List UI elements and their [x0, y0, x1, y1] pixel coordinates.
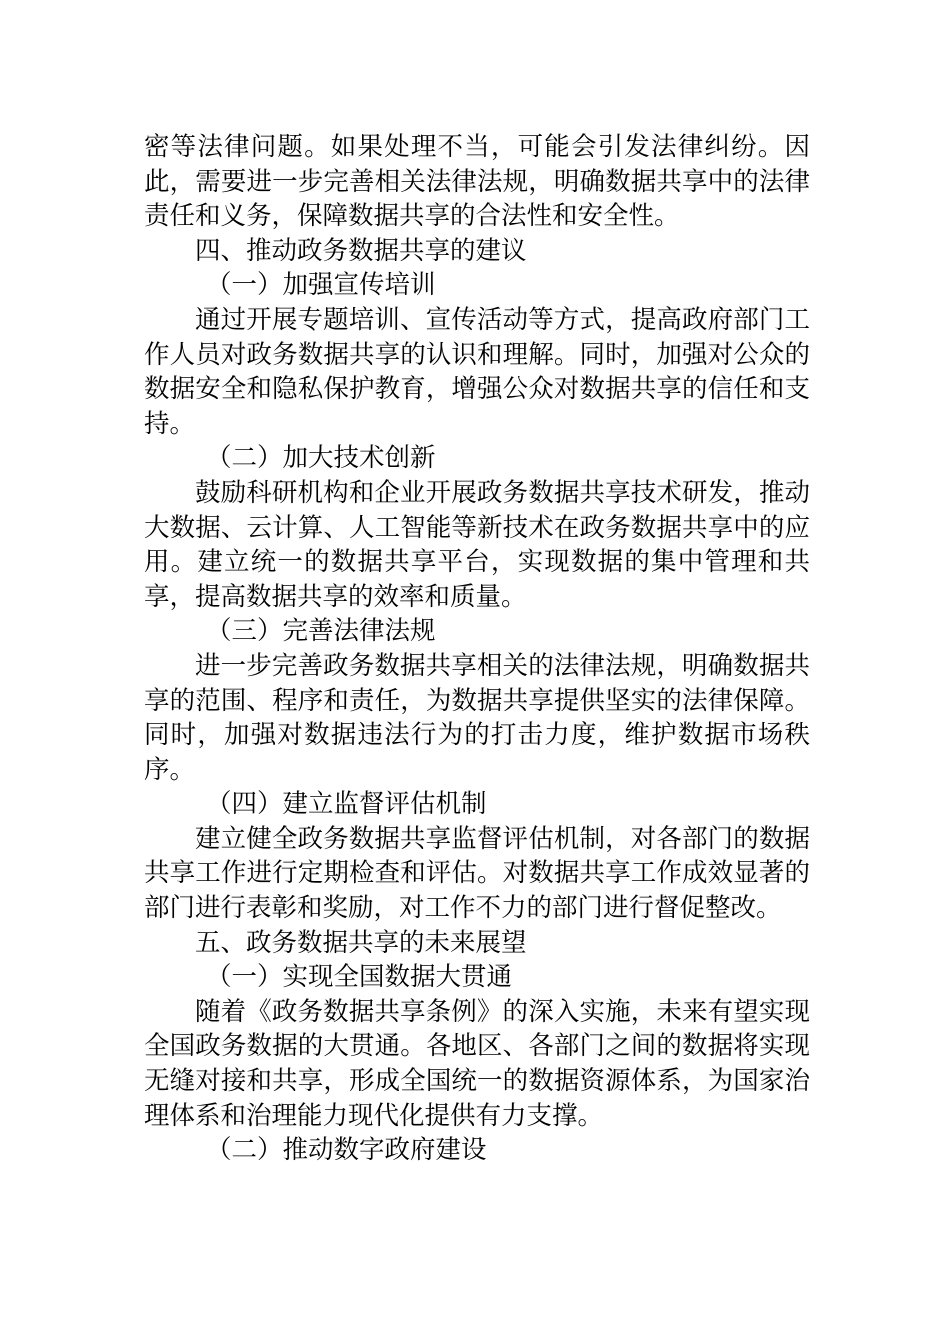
text-block: 进一步完善政务数据共享相关的法律法规，明确数据共享的范围、程序和责任，为数据共享提供坚实的法律保障。同时，加强对数据违法行为的打击力度，维护数据市场秩序。	[144, 650, 810, 785]
text-block: （二）加大技术创新	[206, 443, 436, 474]
text-block: 建立健全政务数据共享监督评估机制，对各部门的数据共享工作进行定期检查和评估。对数据共享工作成效显著的部门进行表彰和奖励，对工作不力的部门进行督促整改。	[144, 823, 810, 924]
text-block: 鼓励科研机构和企业开展政务数据共享技术研发，推动大数据、云计算、人工智能等新技术在政务数据共享中的应用。建立统一的数据共享平台，实现数据的集中管理和共享，提高数据共享的效率和质量。	[144, 477, 810, 612]
text-block: 五、政务数据共享的未来展望	[195, 927, 527, 958]
text-block: （三）完善法律法规	[206, 616, 436, 647]
text-block: （二）推动数字政府建设	[206, 1135, 487, 1166]
text-block: （一）加强宣传培训	[206, 270, 436, 301]
text-block: （四）建立监督评估机制	[206, 789, 487, 820]
text-block: 通过开展专题培训、宣传活动等方式，提高政府部门工作人员对政务数据共享的认识和理解。同时，加强对公众的数据安全和隐私保护教育，增强公众对数据共享的信任和支持。	[144, 304, 810, 439]
text-block: 四、推动政务数据共享的建议	[195, 235, 527, 266]
text-block: （一）实现全国数据大贯通	[206, 962, 513, 993]
text-block: 随着《政务数据共享条例》的深入实施，未来有望实现全国政务数据的大贯通。各地区、各部门之间的数据将实现无缝对接和共享，形成全国统一的数据资源体系，为国家治理体系和治理能力现代化提供有力支撑。	[144, 996, 810, 1131]
text-block: 密等法律问题。如果处理不当，可能会引发法律纠纷。因此，需要进一步完善相关法律法规，明确数据共享中的法律责任和义务，保障数据共享的合法性和安全性。	[144, 132, 810, 232]
document-page	[144, 130, 810, 1168]
